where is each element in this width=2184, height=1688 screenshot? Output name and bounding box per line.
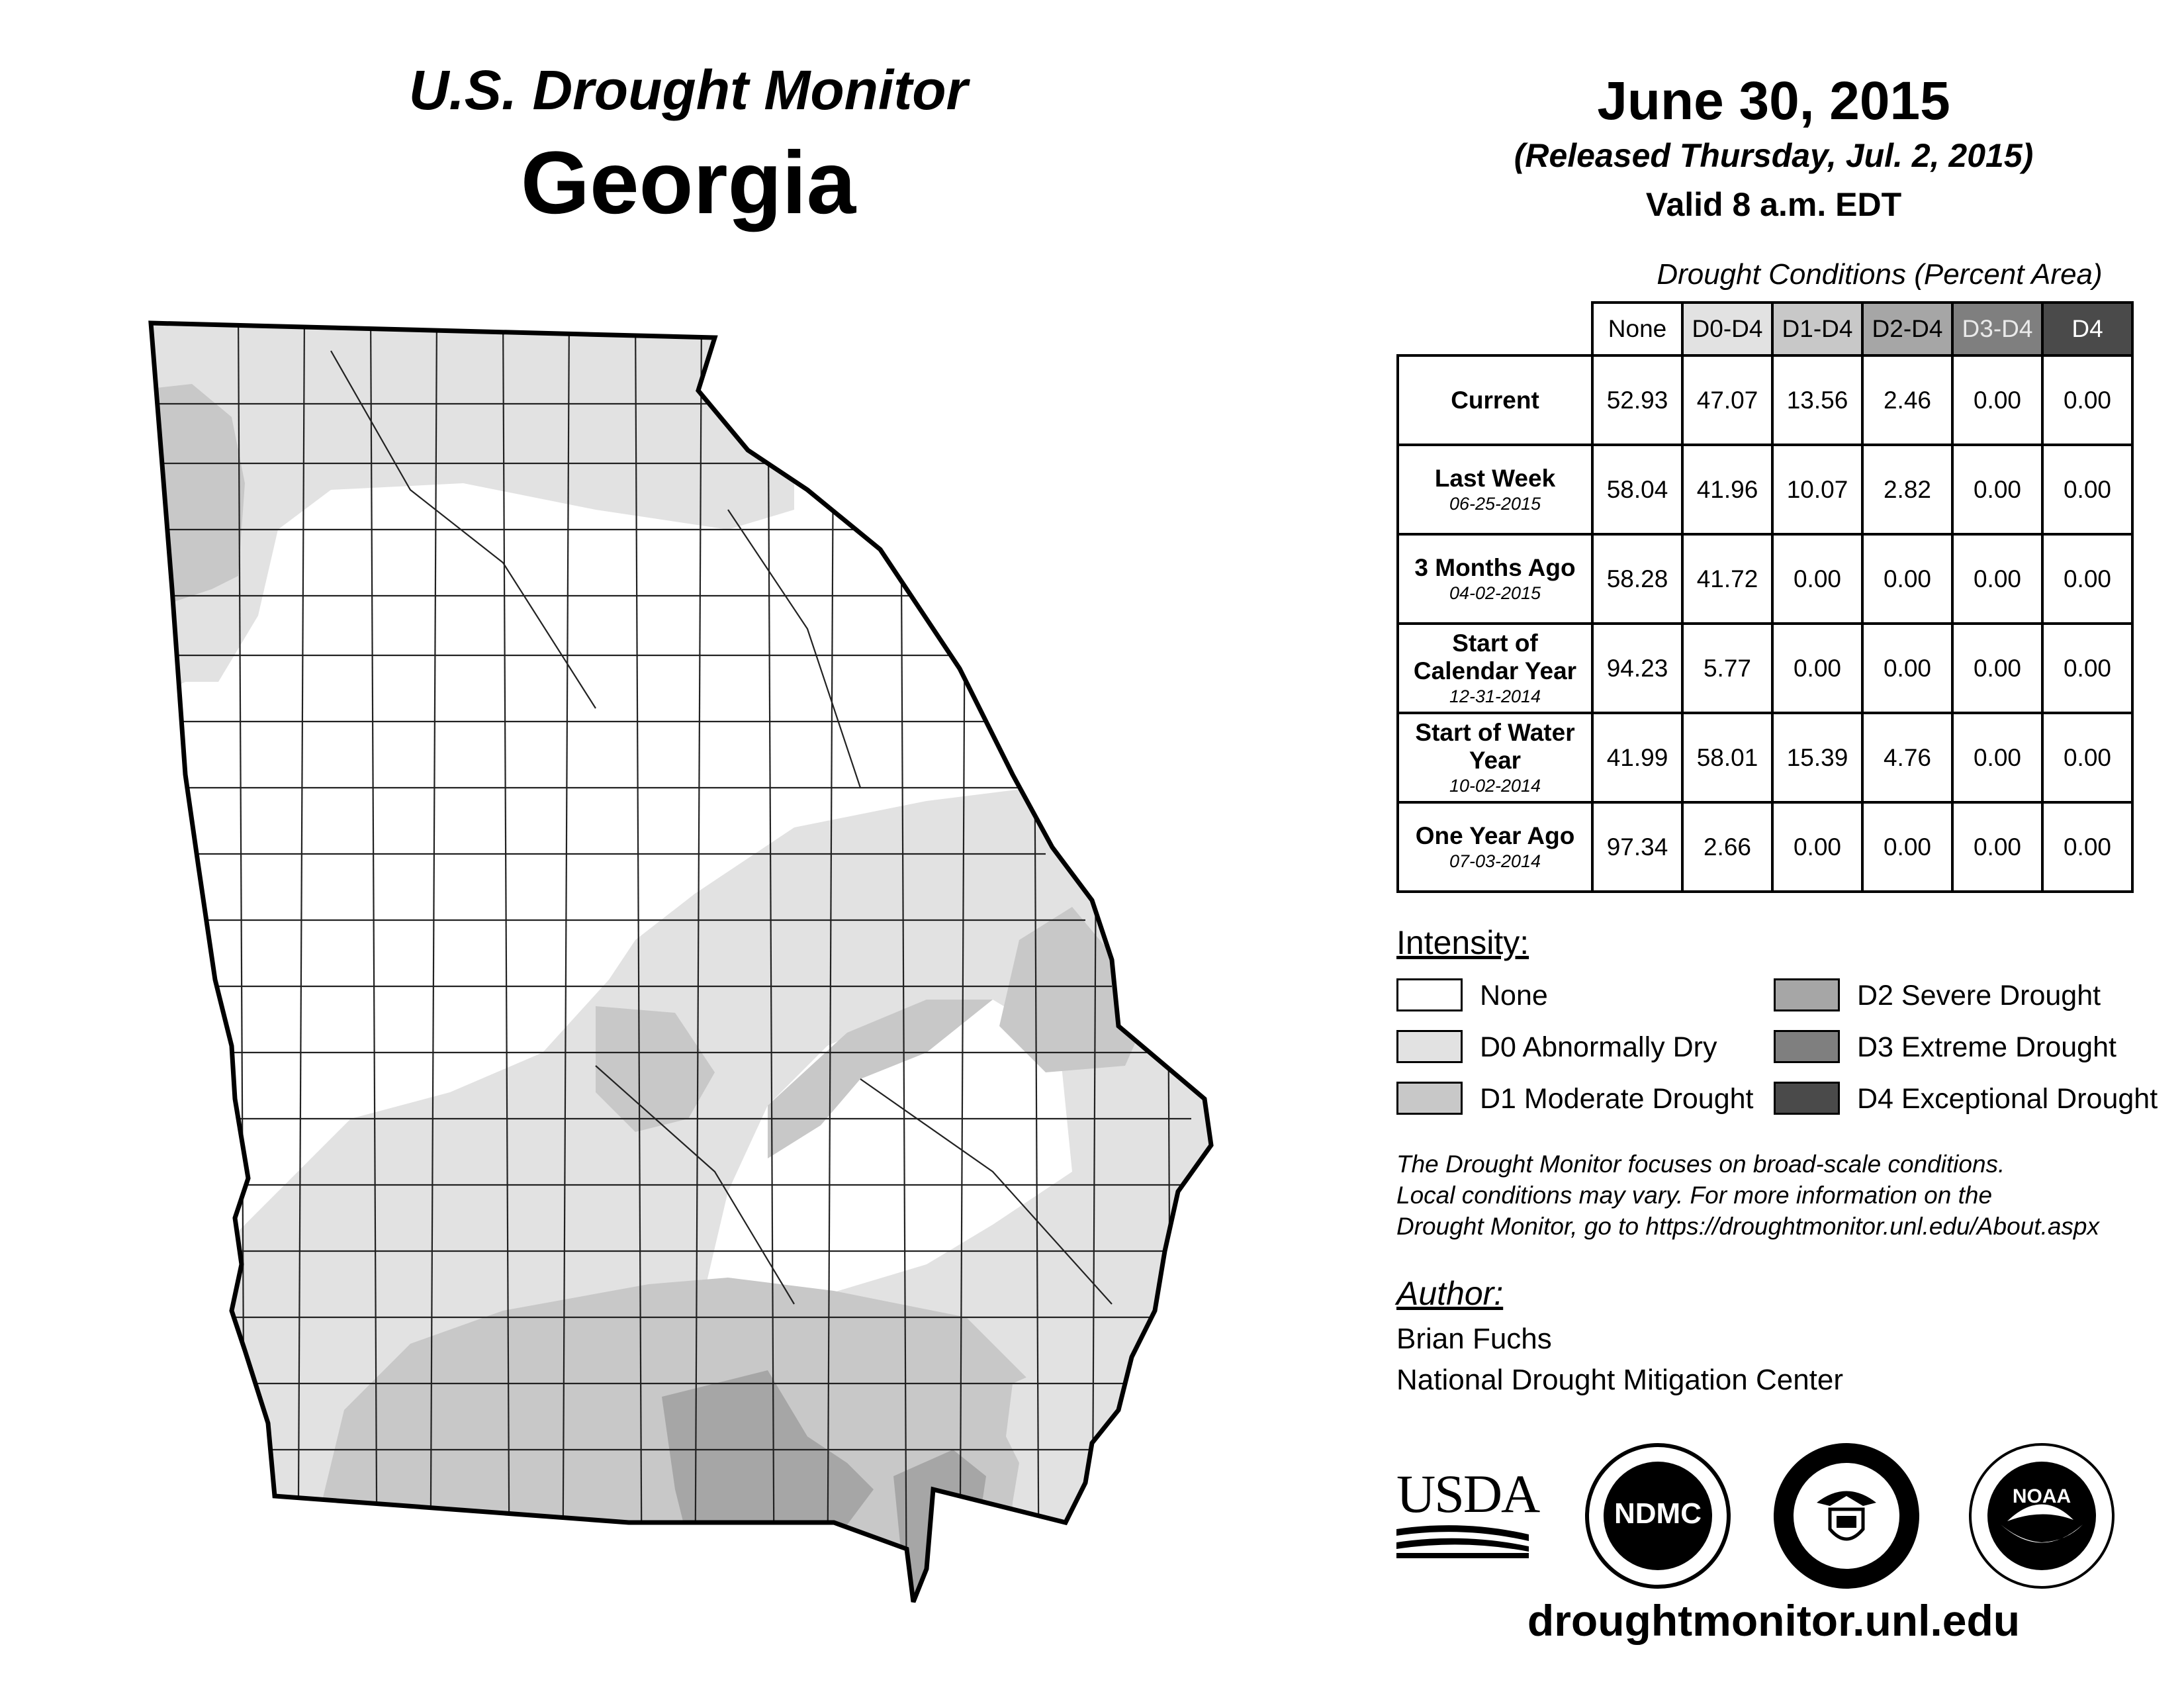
ndmc-logo <box>1585 1443 1731 1589</box>
table-row-start-water-year <box>1398 713 2132 802</box>
usda-logo <box>1396 1456 1539 1556</box>
table-cell: 10.07 <box>1772 445 1862 534</box>
map-date: June 30, 2015 <box>1597 71 1950 131</box>
table-cell: 47.07 <box>1682 355 1772 445</box>
table-cell: 58.01 <box>1682 713 1772 802</box>
row-label <box>1398 355 1592 445</box>
row-label <box>1398 445 1592 534</box>
row-date: 07-03-2014 <box>1449 851 1541 871</box>
map-title: Georgia <box>520 134 856 232</box>
author-organization: National Drought Mitigation Center <box>1396 1364 1844 1396</box>
legend-swatch <box>1774 1082 1840 1115</box>
legend-label: D4 Exceptional Drought <box>1857 1083 2158 1115</box>
table-cell: 52.93 <box>1592 355 1682 445</box>
table-cell: 58.04 <box>1592 445 1682 534</box>
eagle-shield-icon <box>1810 1479 1883 1552</box>
col-header-d1-d4: D1-D4 <box>1772 303 1862 355</box>
table-cell: 4.76 <box>1862 713 1952 802</box>
col-header-d4: D4 <box>2042 303 2132 355</box>
legend-swatch <box>1774 1030 1840 1063</box>
d2-area-southeast <box>893 1450 986 1622</box>
row-label <box>1398 624 1592 713</box>
row-label-text: 3 Months Ago <box>1414 553 1576 581</box>
legend-swatch <box>1396 978 1463 1011</box>
noaa-bird-icon <box>1987 1462 2096 1570</box>
table-cell: 5.77 <box>1682 624 1772 713</box>
table-row-one-year-ago <box>1398 802 2132 892</box>
table-cell: 0.00 <box>2042 445 2132 534</box>
legend-title: Intensity: <box>1396 924 1529 961</box>
table-cell: 97.34 <box>1592 802 1682 892</box>
table-cell: 0.00 <box>1772 802 1862 892</box>
drought-conditions-table <box>1396 301 2134 893</box>
table-cell: 13.56 <box>1772 355 1862 445</box>
author-heading: Author: <box>1396 1275 1504 1312</box>
row-date: 04-02-2015 <box>1449 583 1541 603</box>
table-cell: 2.82 <box>1862 445 1952 534</box>
table-corner <box>1398 303 1592 355</box>
col-header-d0-d4: D0-D4 <box>1682 303 1772 355</box>
author-name: Brian Fuchs <box>1396 1323 1552 1355</box>
table-cell: 0.00 <box>1862 624 1952 713</box>
table-cell: 0.00 <box>1952 445 2042 534</box>
table-cell: 15.39 <box>1772 713 1862 802</box>
row-label-text: One Year Ago <box>1415 821 1575 849</box>
footer-url[interactable]: droughtmonitor.unl.edu <box>1527 1596 2021 1645</box>
legend-label: D3 Extreme Drought <box>1857 1031 2116 1063</box>
table-cell: 0.00 <box>2042 802 2132 892</box>
table-cell: 0.00 <box>1862 534 1952 624</box>
doc-seal-logo <box>1774 1443 1919 1589</box>
row-label <box>1398 802 1592 892</box>
legend-label: D1 Moderate Drought <box>1480 1083 1754 1115</box>
row-label <box>1398 713 1592 802</box>
drought-areas <box>132 311 1257 1622</box>
table-cell: 0.00 <box>2042 713 2132 802</box>
legend-swatch <box>1396 1082 1463 1115</box>
table-cell: 0.00 <box>1952 534 2042 624</box>
note-line: Drought Monitor, go to https://droughtmonitor.unl.edu/About.aspx <box>1396 1213 2099 1240</box>
legend-label: None <box>1480 980 1548 1011</box>
table-row-current <box>1398 355 2132 445</box>
table-cell: 58.28 <box>1592 534 1682 624</box>
table-cell: 0.00 <box>1772 624 1862 713</box>
table-cell: 0.00 <box>1952 355 2042 445</box>
note-line: The Drought Monitor focuses on broad-scale conditions. <box>1396 1150 2005 1178</box>
table-cell: 41.99 <box>1592 713 1682 802</box>
table-cell: 0.00 <box>1862 802 1952 892</box>
row-label-text: Start of Water Year <box>1415 718 1575 774</box>
col-header-d3-d4: D3-D4 <box>1952 303 2042 355</box>
row-date: 12-31-2014 <box>1449 686 1541 706</box>
table-cell: 0.00 <box>1952 802 2042 892</box>
table-caption: Drought Conditions (Percent Area) <box>1657 258 2103 291</box>
row-label-text: Current <box>1451 386 1539 414</box>
legend-label: D2 Severe Drought <box>1857 980 2101 1011</box>
table-cell: 94.23 <box>1592 624 1682 713</box>
row-label <box>1398 534 1592 624</box>
table-header-row <box>1398 303 2132 355</box>
row-date: 10-02-2014 <box>1449 775 1541 796</box>
table-cell: 0.00 <box>2042 355 2132 445</box>
noaa-logo <box>1969 1443 2115 1589</box>
ndmc-logo-text: NDMC <box>1614 1497 1702 1530</box>
table-cell: 0.00 <box>2042 624 2132 713</box>
table-cell: 0.00 <box>1772 534 1862 624</box>
table-cell: 41.96 <box>1682 445 1772 534</box>
row-label-text: Start of Calendar Year <box>1413 629 1577 684</box>
table-cell: 0.00 <box>2042 534 2132 624</box>
row-label-text: Last Week <box>1434 464 1556 492</box>
legend-label: D0 Abnormally Dry <box>1480 1031 1717 1063</box>
map-subtitle: U.S. Drought Monitor <box>408 59 968 121</box>
d1-area-northwest <box>132 384 245 616</box>
table-row-last-week <box>1398 445 2132 534</box>
release-date: (Released Thursday, Jul. 2, 2015) <box>1514 137 2034 174</box>
table-row-3-months-ago <box>1398 534 2132 624</box>
legend-swatch <box>1774 978 1840 1011</box>
noaa-logo-text: NOAA <box>2012 1485 2071 1507</box>
usda-swoosh-icon <box>1396 1523 1529 1559</box>
table-cell: 2.66 <box>1682 802 1772 892</box>
row-date: 06-25-2015 <box>1449 493 1541 514</box>
col-header-d2-d4: D2-D4 <box>1862 303 1952 355</box>
col-header-none: None <box>1592 303 1682 355</box>
note-line: Local conditions may vary. For more information on the <box>1396 1182 1993 1209</box>
table-cell: 0.00 <box>1952 713 2042 802</box>
table-cell: 0.00 <box>1952 624 2042 713</box>
usda-logo-text: USDA <box>1396 1464 1539 1524</box>
georgia-drought-map <box>132 311 1257 1622</box>
table-cell: 41.72 <box>1682 534 1772 624</box>
disclaimer-note <box>1396 1149 2177 1242</box>
table-cell: 2.46 <box>1862 355 1952 445</box>
table-row-start-calendar-year <box>1398 624 2132 713</box>
valid-time: Valid 8 a.m. EDT <box>1645 186 1902 223</box>
legend-swatch <box>1396 1030 1463 1063</box>
